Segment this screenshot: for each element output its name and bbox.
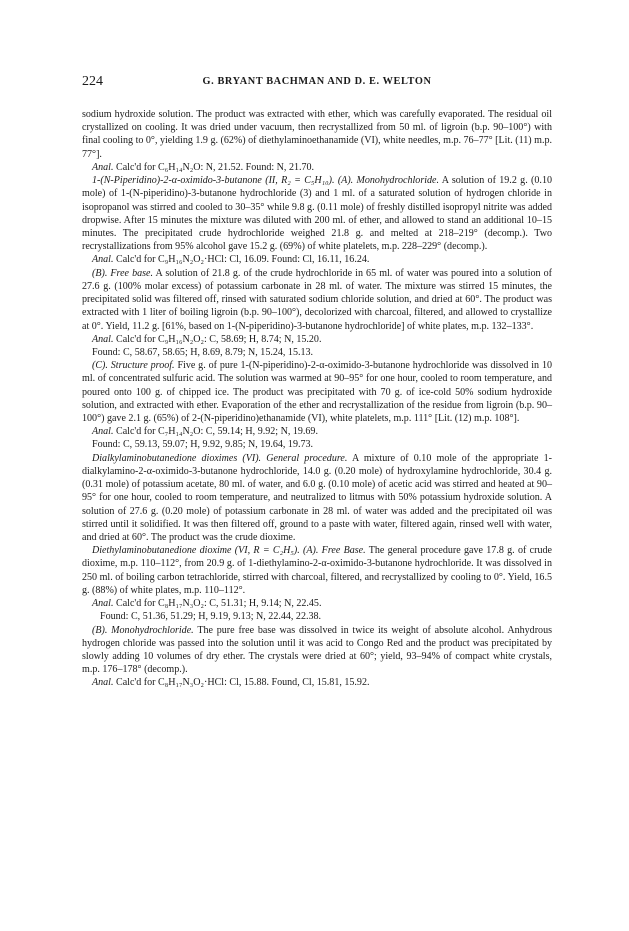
section-heading: (C). Structure proof.	[92, 360, 175, 372]
paragraph	[82, 544, 552, 597]
compound-heading: 1-(N-Piperidino)-2-α-oximido-3-butanone (II, R₂ = C₅H₁₀). (A). Monohydrochloride.	[92, 175, 440, 187]
analysis-line	[82, 425, 552, 438]
compound-heading: Diethylaminobutanedione dioxime (VI, R = C₂H₅). (A). Free Base.	[92, 545, 366, 557]
analysis-line	[82, 253, 552, 266]
paragraph-text: The pure free base was dissolved in twice its weight of absolute alcohol. Anhydrous hydrogen chloride was passed into the solution until it was acid to Congo Red and the product was precipitated by slowly adding 10 volumes of dry ether. The crystals were dried at 60°; yield, 93–94% of compact white crystals, m.p. 176–178° (decomp.).	[82, 624, 552, 676]
running-head: G. BRYANT BACHMAN AND D. E. WELTON	[202, 76, 432, 87]
section-heading: (B). Free base.	[92, 267, 154, 279]
analysis-text: Calc'd for C₈H₁₇N₃O₂: C, 51.31; H, 9.14; N, 22.45.	[113, 598, 322, 610]
paragraph	[82, 359, 552, 425]
analysis-text: Found: C, 59.13, 59.07; H, 9.92, 9.85; N, 19.64, 19.73.	[92, 439, 314, 451]
paragraph-text: sodium hydroxide solution. The product was extracted with ether, which was carefully evaporated. The residual oil crystallized on cooling. It was dried under vacuum, then recrystallized from 50 ml. of ligroin (b.p. 90–100°) with final cooling to 0°, yielding 1.9 g. (62%) of diethylaminoethanamide (VI), white needles, m.p. 76–77° [Lit. (11) m.p. 77°].	[82, 109, 552, 160]
analysis-label: Anal.	[92, 426, 114, 438]
paragraph-text: A solution of 19.2 g. (0.10 mole) of 1-(N-piperidino)-3-butanone hydrochloride (3) and 1 ml. of a saturated solution of hydrogen chloride in isopropanol was stirred and cooled to 30–35° while 9.8 g. (0.11 mole) of freshly distilled isopropyl nitrite was added dropwise. After 15 minutes the mixture was diluted with 200 ml. of ether, and allowed to stand an additional 10–15 minutes. The precipitated crude hydrochloride weighed 21.8 g. and melted at 218–219° (decomp.). Two recrystallizations from 95% alcohol gave 15.2 g. (69%) of white platelets, m.p. 228–229° (decomp.).	[82, 175, 552, 253]
paragraph-text: A solution of 21.8 g. of the crude hydrochloride in 65 ml. of water was poured into a solution of 27.6 g. (100% molar excess) of potassium carbonate in 28 ml. of water. The mixture was stirred 15 minutes, the precipitated solid was filtered off, rinsed with saturated sodium chloride solution, and dried at 60°. The product was extracted with 1 liter of boiling ligroin (b.p. 90–100°), decolorized with charcoal, filtered, and allowed to crystallize at 0°. Yield, 11.2 g. [61%, based on 1-(N-piperidino)-3-butanone hydrochloride] of white plates, m.p. 132–133°.	[82, 267, 552, 332]
paragraph	[82, 267, 552, 333]
analysis-label: Anal.	[92, 677, 114, 689]
analysis-label: Anal.	[92, 161, 114, 173]
analysis-line	[82, 676, 552, 689]
procedure-heading: Dialkylaminobutanedione dioximes (VI). General procedure.	[92, 452, 348, 464]
article-body	[82, 108, 552, 690]
paragraph	[82, 174, 552, 253]
paragraph	[82, 452, 552, 545]
analysis-text: Calc'd for C₆H₁₄N₂O: N, 21.52. Found: N, 21.70.	[113, 161, 315, 173]
analysis-text: Calc'd for C₈H₁₇N₃O₂·HCl: Cl, 15.88. Found, Cl, 15.81, 15.92.	[113, 677, 370, 689]
analysis-label: Anal.	[92, 598, 114, 610]
analysis-label: Anal.	[92, 254, 114, 266]
analysis-line	[82, 333, 552, 346]
analysis-text: Calc'd for C₉H₁₆N₂O₂·HCl: Cl, 16.09. Found: Cl, 16.11, 16.24.	[113, 254, 370, 266]
page-number: 224	[82, 74, 103, 89]
paragraph-text: Five g. of pure 1-(N-piperidino)-2-α-oximido-3-butanone hydrochloride was dissolved in 10 ml. of concentrated sulfuric acid. The solution was warmed at 90–95° for one hour, cooled to room temperature, and poured onto 100 g. of chipped ice. The product was precipitated with 70 g. of ice-cold 50% sodium hydroxide solution, and extracted with ether. Evaporation of the ether and recrystallization of the residue from ligroin (b.p. 90–100°) gave 2.1 g. (65%) of 2-(N-piperidino)ethanamide (VI), white platelets, m.p. 111° [Lit. (12) m.p. 108°].	[82, 360, 552, 425]
paragraph	[82, 108, 552, 161]
analysis-found-line	[82, 610, 552, 623]
paragraph-text: A mixture of 0.10 mole of the appropriate 1-dialkylamino-2-α-oximido-3-butanone hydrochloride, 14.0 g. (0.20 mole) of hydroxylamine hydrochloride, 30.4 g. (0.31 mole) of potassium acetate, 80 ml. of water, and 6.0 g. (0.10 mole) of acetic acid was stirred and heated at 90–95° for one hour, cooled to room temperature, and neutralized to litmus with 50% potassium hydroxide solution. A solution of 27.6 g. (0.20 mole) of potassium carbonate in 28 ml. of water was added and the precipitated oil was stirred until it solidified. It was then filtered off, ground to a paste with water, filtered again, rinsed well with water, and dried at 60°. The product was the crude dioxime.	[82, 452, 552, 543]
paragraph	[82, 624, 552, 677]
analysis-line	[82, 597, 552, 610]
analysis-line	[82, 161, 552, 174]
page-header	[82, 74, 552, 90]
analysis-text: Found: C, 51.36, 51.29; H, 9.19, 9.13; N, 22.44, 22.38.	[100, 611, 322, 623]
section-heading: (B). Monohydrochloride.	[92, 624, 194, 636]
analysis-label: Anal.	[92, 333, 114, 345]
analysis-found-line	[82, 438, 552, 451]
analysis-text: Calc'd for C₉H₁₆N₂O₂: C, 58.69; H, 8.74; N, 15.20.	[113, 333, 322, 345]
analysis-text: Found: C, 58.67, 58.65; H, 8.69, 8.79; N, 15.24, 15.13.	[92, 346, 314, 358]
analysis-text: Calc'd for C₇H₁₄N₂O: C, 59.14; H, 9.92; N, 19.69.	[113, 426, 318, 438]
paragraph-text: The general procedure gave 17.8 g. of crude dioxime, m.p. 110–112°, from 20.9 g. of 1-diethylamino-2-α-oximido-3-butanone hydrochloride. It was dissolved in 250 ml. of boiling carbon tetrachloride, stirred with charcoal, filtered, and recrystallized by cooling to 0°. Yield, 16.5 g. (88%) of white plates, m.p. 110–112°.	[82, 545, 552, 596]
analysis-found-line	[82, 346, 552, 359]
